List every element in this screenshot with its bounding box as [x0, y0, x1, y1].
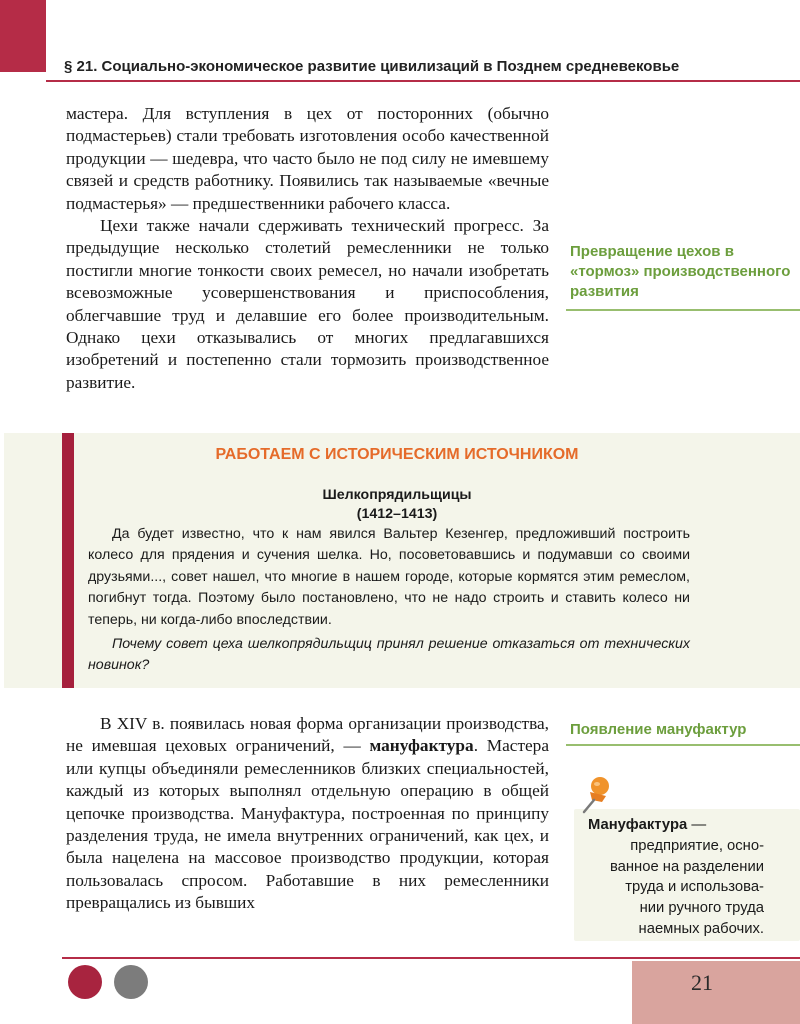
side-heading-rule-1: [566, 309, 800, 311]
side-heading-guild-brake: Превращение цехов в «тормоз» производственного развития: [570, 243, 791, 300]
paragraph-3-term: мануфактура: [369, 736, 474, 756]
source-title-name: Шелкопрядильщицы: [322, 487, 472, 503]
side-heading-manufactures: Появление мануфактур: [570, 721, 747, 738]
definition-line-2: ванное на разделении: [609, 858, 764, 875]
running-header: § 21. Социально-экономическое развитие цивилизаций в Позднем средневековье: [64, 58, 680, 75]
definition-line-1: предприятие, осно-: [630, 837, 764, 854]
source-quote: Да будет известно, что к нам явился Вальтер Кезенгер, предложивший построить колесо для прядения и сучения шелка. Но, посоветовавшись и подумавши со своими друзьями..., совет нашел, что многие в нашем городе, которые кормятся этим ремеслом, погибнут тогда. Поэтому было постановлено, что не надо строить и ставить колесо ни теперь, ни когда-либо впоследствии.: [88, 526, 690, 628]
header-rule: [46, 80, 800, 82]
source-panel-accent-bar: [62, 433, 74, 688]
definition-term: Мануфактура: [588, 817, 688, 833]
footer-dot-red: [68, 965, 102, 999]
paragraph-3-start: В XIV в. появилась новая форма организации производства, не имевшая цеховых ограничений, —: [66, 714, 549, 756]
definition-line-4: нии ручного труда: [639, 900, 764, 917]
source-heading: РАБОТАЕМ С ИСТОРИЧЕСКИМ ИСТОЧНИКОМ: [215, 446, 579, 463]
main-text-block-1: [66, 103, 549, 394]
paragraph-2: Цехи также начали сдерживать технический прогресс. За предыдущие несколько столетий ремесленники не только постигли многие тонкости своих ремесел, но начали изобретать всевозможные усовершенствования и приспособления, облегчавшие труд и делавшие его более производительным. Однако цехи отказывались от многих предлагавшихся изобретений и постепенно стали тормозить производственное развитие.: [66, 216, 549, 392]
source-title: [74, 486, 720, 524]
corner-color-block: [0, 0, 46, 72]
paragraph-1: мастера. Для вступления в цех от посторонних (обычно подмастерьев) стали требовать изготовления особо качественной продукции — шедевра, что часто было не под силу не имевшему связей и средств работнику. Появились так называемые «вечные подмастерья» — предшественники рабочего класса.: [66, 104, 549, 213]
definition-text: [588, 815, 764, 940]
source-question: Почему совет цеха шелкопрядильщиц принял решение отказаться от технических новинок?: [88, 636, 690, 674]
side-heading-rule-2: [566, 744, 800, 746]
page-number: 21: [691, 970, 713, 995]
footer-rule: [62, 957, 800, 959]
definition-line-3: труда и использова-: [625, 879, 764, 896]
paragraph-3-end: . Мастера или купцы объединяли ремесленников близких специальностей, каждый из которых выполнял отдельную операцию в общей цепочке производства. Мануфактура, построенная по принципу разделения труда, не имела внутренних ограничений, как цех, и была нацелена на массовое производство продукции, которая пользовалась спросом. Работавшие в них ремесленники превращались из бывших: [66, 736, 549, 913]
definition-first-line: [588, 815, 764, 836]
definition-line-5: наемных рабочих.: [638, 920, 764, 937]
pushpin-icon: [576, 774, 616, 816]
source-title-years: (1412–1413): [356, 506, 438, 522]
main-text-block-2: [66, 713, 549, 915]
paragraph-3: [66, 713, 549, 915]
footer-dot-gray: [114, 965, 148, 999]
definition-dash: —: [687, 817, 707, 833]
